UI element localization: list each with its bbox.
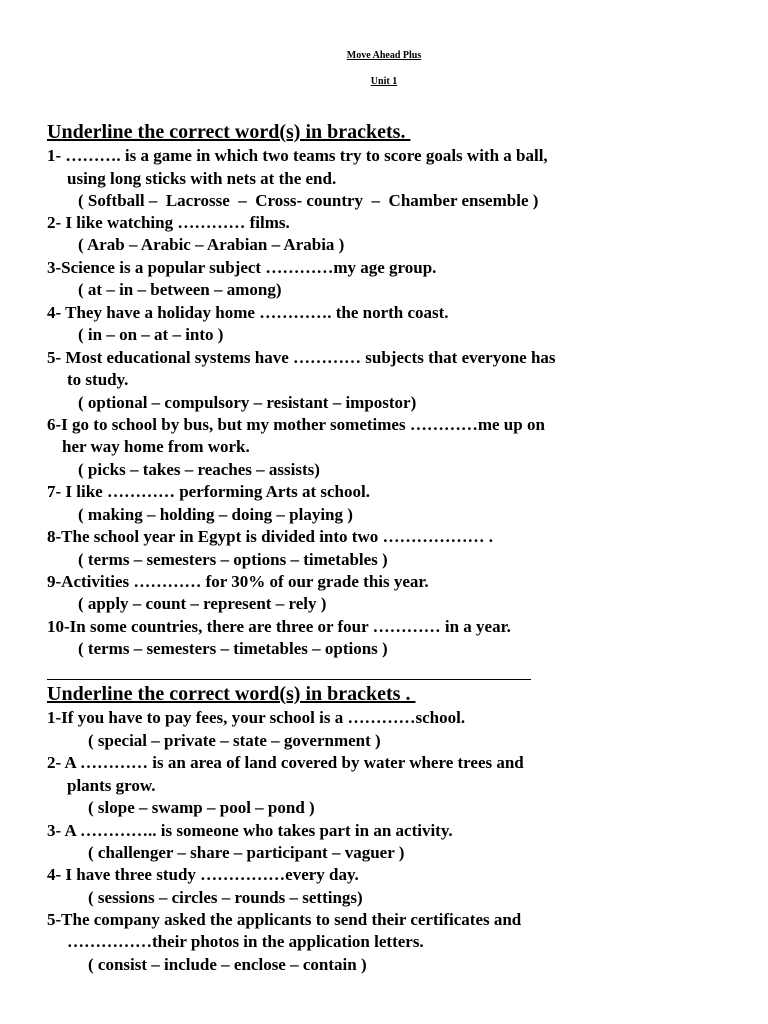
question-1-cont: using long sticks with nets at the end.	[67, 169, 337, 188]
question-9: 9-Activities ………… for 30% of our grade this year.	[47, 572, 429, 591]
s2-question-2: 2- A ………… is an area of land covered by water where trees and	[47, 753, 524, 772]
question-7-options: ( making – holding – doing – playing )	[78, 505, 353, 524]
s2-question-1: 1-If you have to pay fees, your school is a …………school.	[47, 708, 466, 727]
question-3: 3-Science is a popular subject …………my age group.	[47, 258, 437, 277]
s2-question-5-cont: ……………their photos in the application letters.	[67, 932, 424, 951]
question-5-options: ( optional – compulsory – resistant – impostor)	[78, 393, 417, 412]
question-5: 5- Most educational systems have ………… subjects that everyone has	[47, 348, 556, 367]
question-6-cont: her way home from work.	[62, 437, 250, 456]
s2-question-4-options: ( sessions – circles – rounds – settings)	[88, 888, 363, 907]
question-10: 10-In some countries, there are three or four ………… in a year.	[47, 617, 511, 636]
question-5-cont: to study.	[67, 370, 129, 389]
page-title: Move Ahead Plus	[346, 50, 422, 61]
question-1-options: ( Softball – Lacrosse – Cross- country – Chamber ensemble )	[78, 191, 539, 210]
question-2: 2- I like watching ………… films.	[47, 213, 290, 232]
question-6-options: ( picks – takes – reaches – assists)	[78, 460, 320, 479]
s2-question-4: 4- I have three study ……………every day.	[47, 865, 359, 884]
question-3-options: ( at – in – between – among)	[78, 280, 282, 299]
unit-title: Unit 1	[370, 76, 398, 87]
question-9-options: ( apply – count – represent – rely )	[78, 594, 327, 613]
s2-question-5-options: ( consist – include – enclose – contain )	[88, 955, 367, 974]
question-8-options: ( terms – semesters – options – timetables )	[78, 550, 388, 569]
question-10-options: ( terms – semesters – timetables – options )	[78, 639, 388, 658]
s2-question-3: 3- A ………….. is someone who takes part in an activity.	[47, 821, 453, 840]
question-4-options: ( in – on – at – into )	[78, 325, 224, 344]
section-divider	[47, 679, 531, 680]
question-4: 4- They have a holiday home …………. the north coast.	[47, 303, 449, 322]
section-2-heading: Underline the correct word(s) in brackets .	[47, 683, 416, 705]
s2-question-2-options: ( slope – swamp – pool – pond )	[88, 798, 315, 817]
question-7: 7- I like ………… performing Arts at school.	[47, 482, 370, 501]
question-1: 1- ………. is a game in which two teams try to score goals with a ball,	[47, 146, 548, 165]
s2-question-2-cont: plants grow.	[67, 776, 156, 795]
question-8: 8-The school year in Egypt is divided into two ……………… .	[47, 527, 493, 546]
section-1-heading: Underline the correct word(s) in brackets.	[47, 121, 411, 143]
s2-question-5: 5-The company asked the applicants to send their certificates and	[47, 910, 522, 929]
s2-question-3-options: ( challenger – share – participant – vaguer )	[88, 843, 405, 862]
question-6: 6-I go to school by bus, but my mother sometimes …………me up on	[47, 415, 545, 434]
question-2-options: ( Arab – Arabic – Arabian – Arabia )	[78, 235, 345, 254]
s2-question-1-options: ( special – private – state – government )	[88, 731, 381, 750]
